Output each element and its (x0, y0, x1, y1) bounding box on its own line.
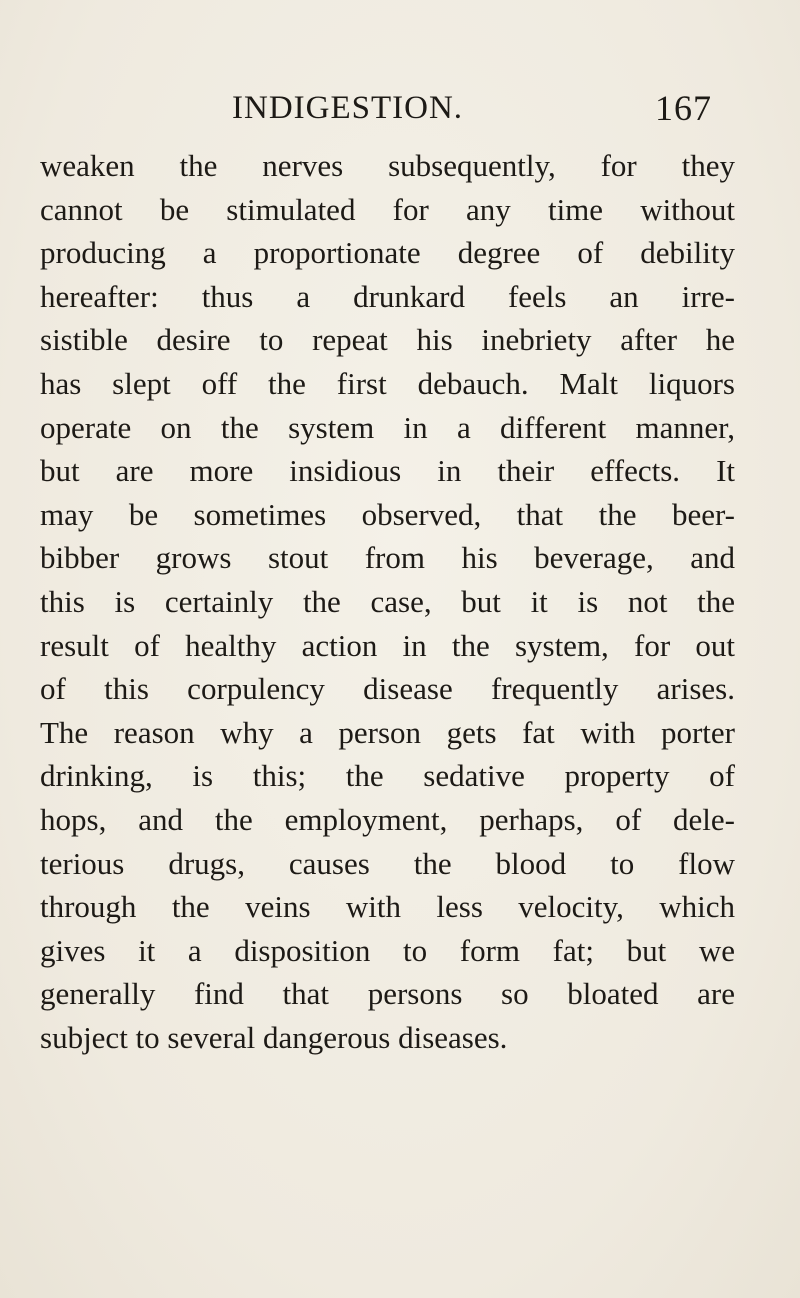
text-line: result of healthy action in the system, for out (40, 627, 735, 663)
text-line: gives it a disposition to form fat; but we (40, 932, 735, 968)
text-line: hereafter: thus a drunkard feels an irre- (40, 278, 735, 314)
text-line: weaken the nerves subsequently, for they (40, 148, 735, 183)
text-line: has slept off the first debauch. Malt liquors (40, 365, 735, 401)
text-line: through the veins with less velocity, which (40, 889, 735, 925)
text-line: operate on the system in a different manner, (40, 409, 735, 445)
text-line: cannot be stimulated for any time without (40, 191, 735, 227)
text-line: sistible desire to repeat his inebriety after he (40, 322, 735, 358)
body-text (40, 144, 735, 1059)
text-line: of this corpulency disease frequently arises. (40, 671, 735, 707)
text-line: bibber grows stout from his beverage, and (40, 540, 735, 576)
text-line: but are more insidious in their effects. It (40, 453, 735, 489)
text-line: subject to several dangerous diseases. (40, 1019, 508, 1055)
text-line: generally find that persons so bloated are (40, 976, 735, 1012)
chapter-title: INDIGESTION. (232, 90, 464, 126)
page-number: 167 (655, 88, 712, 128)
running-head (232, 86, 712, 130)
text-line: hops, and the employment, perhaps, of dele- (40, 801, 735, 837)
text-line: drinking, is this; the sedative property of (40, 758, 735, 794)
text-line: The reason why a person gets fat with porter (40, 714, 735, 750)
text-line: this is certainly the case, but it is not the (40, 583, 735, 619)
text-line: may be sometimes observed, that the beer- (40, 496, 735, 532)
text-line: producing a proportionate degree of debility (40, 235, 735, 271)
text-line: terious drugs, causes the blood to flow (40, 845, 735, 881)
